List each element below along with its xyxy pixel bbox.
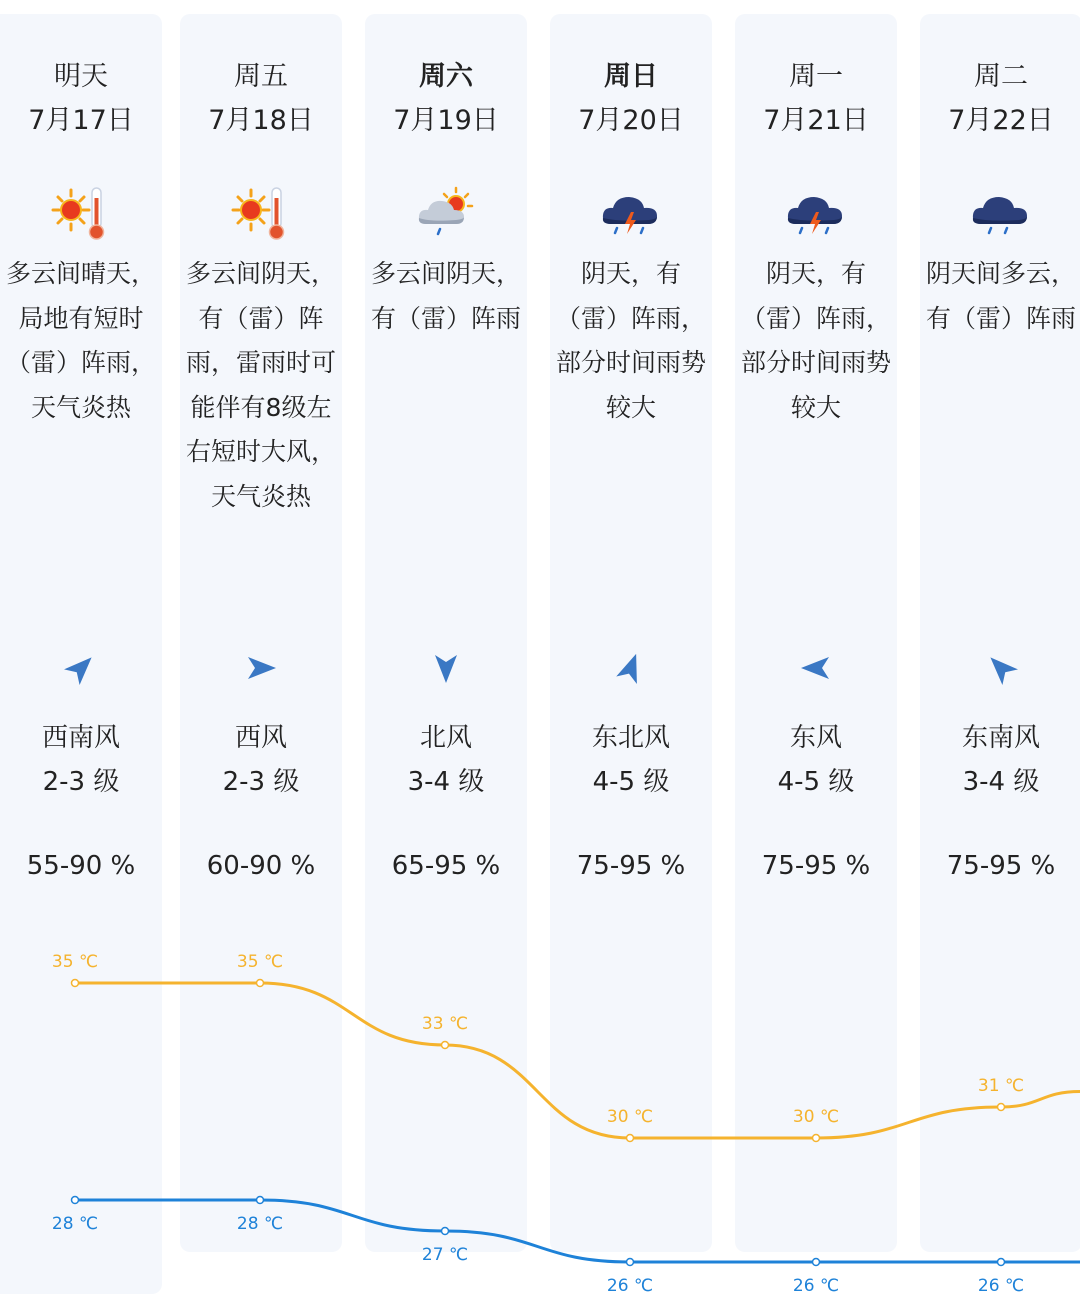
partly-cloudy-rain-icon — [414, 182, 478, 246]
date-label: 7月19日 — [393, 105, 499, 136]
day-label: 明天 — [54, 61, 108, 92]
thunderstorm-icon — [599, 182, 663, 246]
date-label: 7月21日 — [763, 105, 869, 136]
rain-cloud-icon — [969, 182, 1033, 246]
sun-thermometer-icon — [229, 182, 293, 246]
wind-direction: 东风 — [789, 723, 842, 753]
low-temp-point — [627, 1259, 634, 1266]
humidity: 60-90 % — [206, 851, 316, 881]
date-label: 7月18日 — [208, 105, 314, 136]
weather-description: 多云间阴天，有（雷）阵雨 — [370, 259, 521, 333]
date-label: 7月20日 — [578, 105, 684, 136]
low-temp-label: 27 ℃ — [421, 1245, 469, 1265]
wind-level: 3-4 级 — [962, 767, 1040, 797]
wind-direction: 北风 — [419, 723, 472, 753]
low-temp-label: 28 ℃ — [236, 1214, 284, 1234]
day-label: 周五 — [234, 61, 288, 92]
humidity: 65-95 % — [391, 851, 501, 881]
day-label: 周日 — [604, 61, 658, 92]
weather-description: 多云间晴天，局地有短时（雷）阵雨，天气炎热 — [5, 259, 156, 422]
low-temp-label: 28 ℃ — [51, 1214, 99, 1234]
wind-level: 3-4 级 — [407, 767, 485, 797]
high-temp-label: 35 ℃ — [51, 952, 99, 972]
date-label: 7月22日 — [948, 105, 1054, 136]
weather-description: 阴天间多云，有（雷）阵雨 — [925, 259, 1076, 333]
day-column — [735, 14, 897, 1252]
wind-direction: 西南风 — [41, 723, 120, 753]
wind-direction-icon — [428, 650, 464, 686]
thunderstorm-icon — [784, 182, 848, 246]
day-column — [920, 14, 1080, 1252]
humidity: 75-95 % — [946, 851, 1056, 881]
humidity: 55-90 % — [26, 851, 136, 881]
weather-description: 阴天，有（雷）阵雨，部分时间雨势较大 — [740, 259, 891, 422]
low-temp-point — [998, 1259, 1005, 1266]
high-temp-label: 30 ℃ — [792, 1107, 840, 1127]
wind-level: 4-5 级 — [592, 767, 670, 797]
humidity: 75-95 % — [761, 851, 871, 881]
day-column — [180, 14, 342, 1252]
weather-description: 多云间阴天，有（雷）阵雨，雷雨时可能伴有8级左右短时大风，天气炎热 — [185, 259, 336, 511]
wind-direction-icon — [613, 650, 649, 686]
low-temp-point — [813, 1259, 820, 1266]
wind-direction-icon — [63, 650, 99, 686]
wind-direction: 西风 — [234, 723, 287, 753]
date-label: 7月17日 — [28, 105, 134, 136]
wind-level: 2-3 级 — [42, 767, 120, 797]
high-temp-label: 30 ℃ — [606, 1107, 654, 1127]
wind-level: 2-3 级 — [222, 767, 300, 797]
day-column — [550, 14, 712, 1252]
day-column — [365, 14, 527, 1252]
wind-direction-icon — [243, 650, 279, 686]
day-label: 周二 — [974, 61, 1028, 92]
high-temp-label: 33 ℃ — [421, 1014, 469, 1034]
low-temp-label: 26 ℃ — [977, 1276, 1025, 1294]
high-temp-label: 31 ℃ — [977, 1076, 1025, 1096]
wind-direction-icon — [983, 650, 1019, 686]
day-label: 周一 — [789, 61, 843, 92]
low-temp-label: 26 ℃ — [606, 1276, 654, 1294]
weather-description: 阴天，有（雷）阵雨，部分时间雨势较大 — [555, 259, 706, 422]
wind-direction: 东北风 — [591, 723, 670, 753]
day-label: 周六 — [419, 61, 473, 92]
wind-direction-icon — [798, 650, 834, 686]
high-temp-label: 35 ℃ — [236, 952, 284, 972]
wind-level: 4-5 级 — [777, 767, 855, 797]
sun-thermometer-icon — [49, 182, 113, 246]
humidity: 75-95 % — [576, 851, 686, 881]
low-temp-label: 26 ℃ — [792, 1276, 840, 1294]
day-column — [0, 14, 162, 1294]
wind-direction: 东南风 — [961, 723, 1040, 753]
